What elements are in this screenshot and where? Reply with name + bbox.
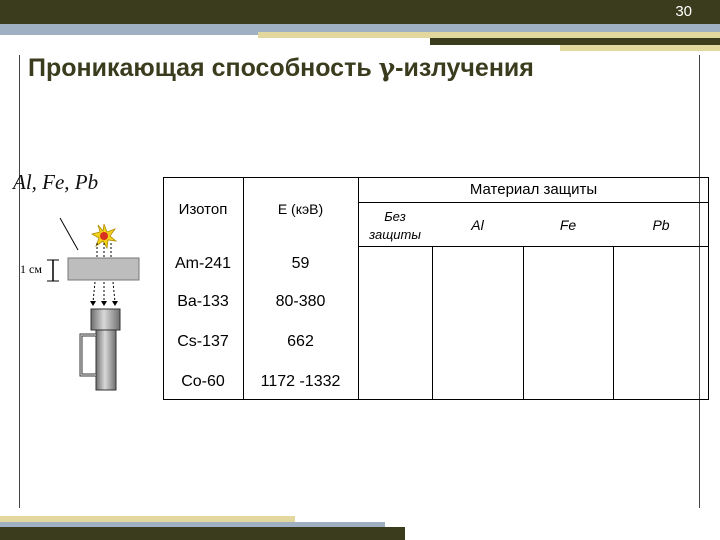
top-band-tan-step xyxy=(560,45,720,51)
row-cs137-isotope: Cs-137 xyxy=(177,333,229,350)
row-co60-energy: 1172 -1332 xyxy=(260,373,341,390)
ray-arrow-2 xyxy=(101,301,107,306)
header-energy: E (кэВ) xyxy=(277,201,324,217)
ray-arrow-3 xyxy=(112,301,118,306)
ray-below-3 xyxy=(113,282,115,302)
absorber-plate xyxy=(68,258,139,280)
header-material-group: Материал защиты xyxy=(469,181,598,198)
header-isotope: Изотоп xyxy=(178,201,228,218)
thickness-label: 1 см xyxy=(20,262,42,276)
title-prefix: Проникающая способность xyxy=(28,54,379,82)
ray-arrow-1 xyxy=(90,301,96,306)
title-suffix: -излучения xyxy=(395,54,534,82)
row-cs137-energy: 662 xyxy=(287,333,314,350)
header-al: Al xyxy=(471,217,484,233)
table-vline-5 xyxy=(613,246,614,400)
detector-handle xyxy=(81,335,96,375)
table-hline-group xyxy=(358,202,709,203)
row-am241-energy: 59 xyxy=(291,255,310,272)
header-pb: Pb xyxy=(652,217,670,233)
header-no-shield xyxy=(358,208,432,244)
top-band-dark-step xyxy=(430,38,720,45)
table-vline-3 xyxy=(432,246,433,400)
materials-label: Al, Fe, Pb xyxy=(13,170,99,194)
detector-head xyxy=(91,309,120,330)
row-co60-isotope: Co-60 xyxy=(181,373,225,390)
header-fe: Fe xyxy=(559,217,577,233)
table-hline-header xyxy=(358,246,709,247)
bottom-band-dark xyxy=(0,527,405,540)
ray-below-1 xyxy=(93,282,95,302)
header-no-shield-line2: защиты xyxy=(369,227,421,242)
row-am241-isotope: Am-241 xyxy=(174,255,232,272)
detector-body xyxy=(96,330,116,390)
experiment-diagram xyxy=(0,0,160,410)
gamma-symbol: γ xyxy=(378,53,396,82)
page-number: 30 xyxy=(675,3,692,20)
row-ba133-energy: 80-380 xyxy=(275,293,326,310)
pointer-line xyxy=(60,218,78,250)
row-ba133-isotope: Ba-133 xyxy=(177,293,229,310)
header-no-shield-line1: Без xyxy=(384,209,406,224)
table-vline-4 xyxy=(523,246,524,400)
